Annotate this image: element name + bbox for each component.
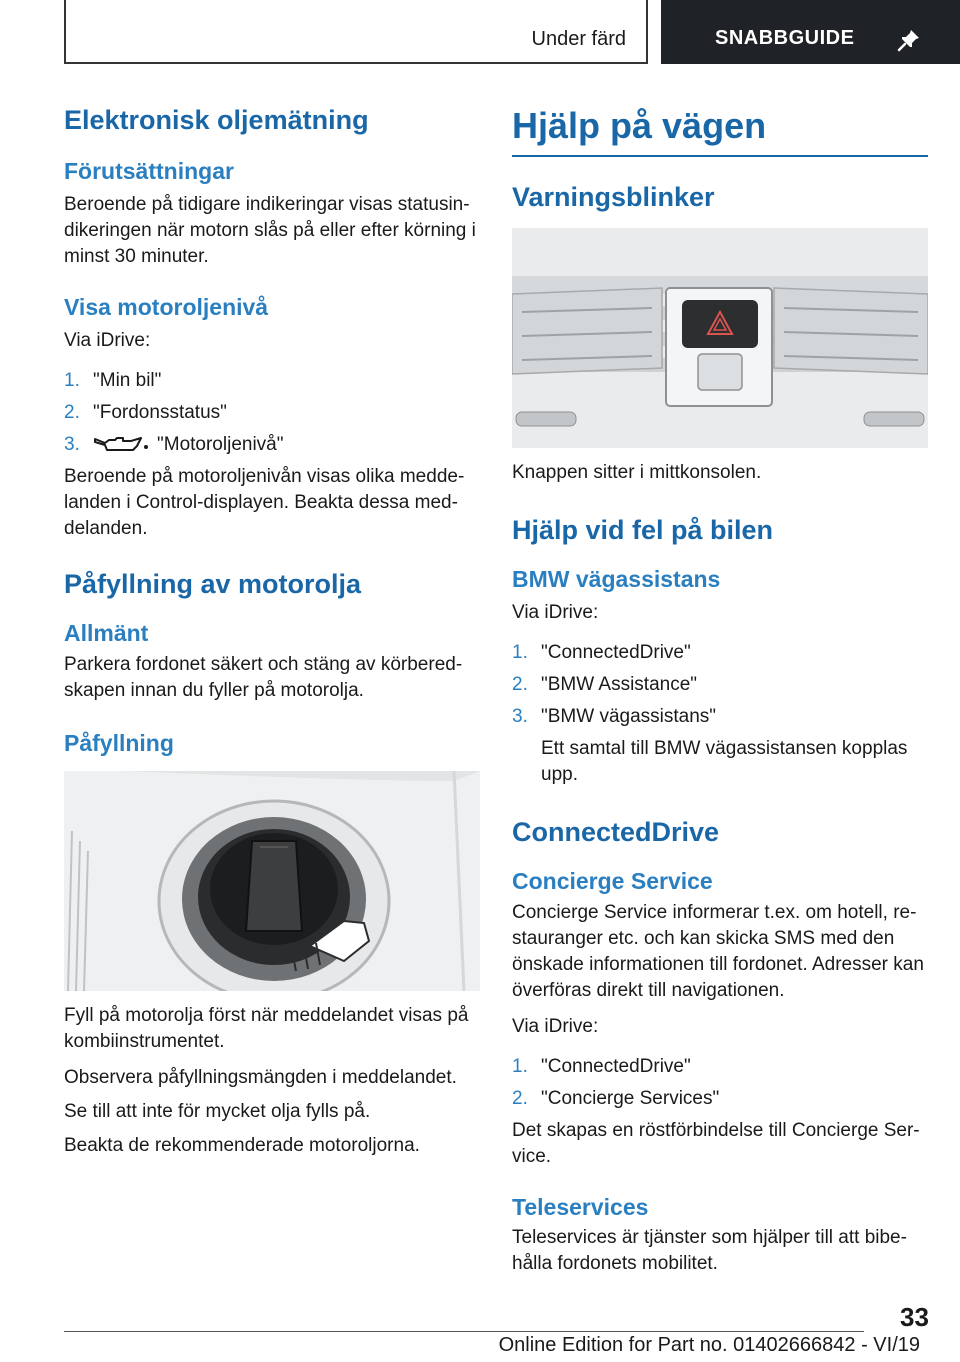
section-title: Under färd (531, 28, 626, 50)
page-number: 33 (900, 1302, 929, 1332)
paragraph-via-idrive: Via iDrive: (512, 601, 599, 623)
heading-connected-drive: ConnectedDrive (512, 816, 720, 847)
oil-can-icon (93, 434, 149, 454)
quick-guide-tab[interactable] (661, 0, 960, 64)
heading-filling: Påfyllning (64, 729, 174, 756)
paragraph-general: Parkera fordonet säkert och stäng av körbered-skapen innan du fyller på motorolja. (64, 653, 463, 701)
assist-steps-list (512, 640, 928, 788)
paragraph-fill-2: Observera påfyllningsmängden i meddelandet. (64, 1067, 457, 1089)
heading-divider (512, 155, 928, 157)
heading-refill-oil: Påfyllning av motorolja (64, 568, 362, 599)
heading-general: Allmänt (64, 619, 149, 646)
pushpin-icon (897, 28, 921, 52)
heading-electronic-oil: Elektronisk oljemätning (64, 105, 369, 135)
paragraph-via-idrive: Via iDrive: (64, 329, 151, 351)
footer-divider (64, 1331, 864, 1332)
list-item: 3. "Motoroljenivå" (64, 433, 284, 455)
right-column (512, 96, 928, 1277)
left-column (64, 96, 480, 1159)
list-item: 2. "BMW Assistance" (512, 673, 698, 695)
list-item: 1. "ConnectedDrive" (512, 1055, 691, 1077)
header-section-box (64, 0, 648, 64)
assist-note: Ett samtal till BMW vägassistansen kopplas upp. (541, 737, 908, 785)
list-item: 1. "Min bil" (64, 369, 162, 391)
heading-bmw-assist: BMW vägassistans (512, 565, 721, 592)
hazard-button-icon (512, 228, 928, 448)
paragraph-teleservices: Teleservices är tjänster som hjälper till att bibe-hålla fordonets mobilitet. (512, 1227, 907, 1275)
heading-breakdown-help: Hjälp vid fel på bilen (512, 514, 774, 545)
paragraph-voice-connection: Det skapas en röstförbindelse till Concierge Ser-vice. (512, 1119, 920, 1167)
paragraph-concierge: Concierge Service informerar t.ex. om hotell, re-stauranger etc. och kan skicka SMS med den önskade informationen till fordonet. Adresser kan överföras direkt till navigationen. (512, 901, 924, 1001)
paragraph-fill-4: Beakta de rekommenderade motoroljorna. (64, 1135, 420, 1157)
steps-list (64, 368, 480, 458)
oil-cap-icon (64, 771, 480, 991)
quick-guide-label: SNABBGUIDE (715, 27, 855, 49)
heading-display-oil-level: Visa motoroljenivå (64, 293, 269, 320)
heading-prerequisites: Förutsättningar (64, 158, 234, 185)
list-item: 3. "BMW vägassistans" (512, 705, 717, 727)
paragraph-messages: Beroende på motoroljenivån visas olika medde-landen i Control-displayen. Beakta dessa med-delanden. (64, 465, 465, 539)
paragraph-fill-3: Se till att inte för mycket olja fylls på. (64, 1101, 371, 1123)
heading-concierge: Concierge Service (512, 867, 713, 894)
list-item: 2. "Fordonsstatus" (64, 401, 227, 423)
hazard-button-illustration (512, 228, 928, 448)
paragraph-fill-1: Fyll på motorolja först när meddelandet visas på kombiinstrumentet. (64, 1005, 469, 1053)
paragraph-via-idrive-2: Via iDrive: (512, 1015, 599, 1037)
concierge-steps-list (512, 1054, 928, 1112)
paragraph-prerequisites: Beroende på tidigare indikeringar visas statusin-dikeringen när motorn slås på eller efter körning i minst 30 minuter. (64, 193, 476, 267)
heading-road-help: Hjälp på vägen (512, 105, 767, 146)
heading-hazard-lights: Varningsblinker (512, 182, 715, 213)
footer-edition: Online Edition for Part no. 01402666842 - VI/19 (498, 1334, 920, 1356)
list-item: 2. "Concierge Services" (512, 1087, 720, 1109)
oil-cap-illustration (64, 771, 480, 991)
list-item: 1. "ConnectedDrive" (512, 641, 691, 663)
heading-teleservices: Teleservices (512, 1193, 649, 1220)
paragraph-hazard: Knappen sitter i mittkonsolen. (512, 461, 762, 483)
